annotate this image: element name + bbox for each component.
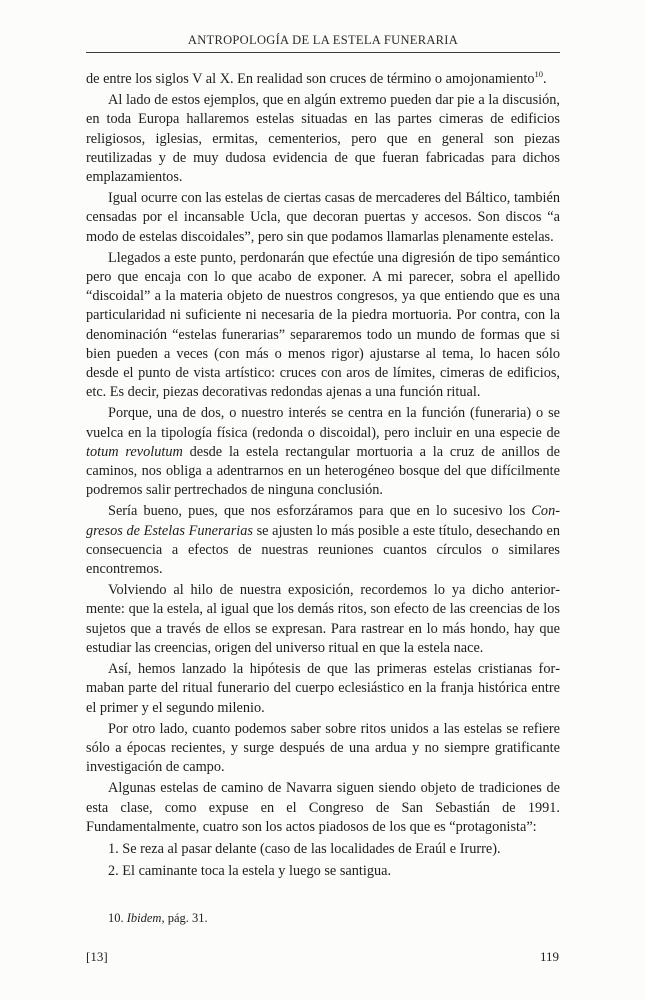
running-title: ANTROPOLOGÍA DE LA ESTELA FUNERARIA: [187, 33, 459, 47]
footnote-page: pág. 31.: [167, 911, 208, 925]
paragraph-5: [86, 404, 560, 500]
paragraph-5-text-a: Porque, una de dos, o nuestro interés se centra en la función (funeraria) o se vuelca en la tipología física (redonda o discoidal), pero incluir en una especie de: [86, 405, 560, 441]
paragraph-6-text-b: se ajusten lo más posible a este título, desechando en consecuencia a efectos de nuestras reuniones cuantos círculos o similares encontremos.: [86, 522, 560, 578]
paragraph-7: Volviendo al hilo de nuestra exposición, recordemos lo ya dicho anteriormente: que la estela, al igual que los demás ritos, son efecto de las creencias de los sujetos que a través de ellos se expresan. Para rastrear en lo más hondo, hay que estudiar las creencias, origen del universo ritual en que la estela nace.: [86, 582, 560, 656]
paragraph-10: Algunas estelas de camino de Navarra siguen siendo objeto de tradiciones de esta clase, como expuse en el Congreso de San Sebastián de 1991. Fundamentalmente, cuatro son los actos piadosos de los que es “protagonista”:: [86, 780, 560, 835]
paragraph-6-italic: Congresos de Estelas Funerarias: [86, 503, 560, 539]
page-number: 119: [539, 949, 559, 964]
footnote-ref-10: 10: [534, 69, 544, 80]
list-item-1: 1. Se reza al pasar delante (caso de las localidades de Eraúl e Irurre).: [108, 840, 501, 857]
footnote-source: Ibidem,: [126, 911, 165, 925]
paragraph-2: Al lado de estos ejemplos, que en algún extremo pueden dar pie a la discusión, en toda Europa hallaremos estelas situadas en las partes cimeras de edificios religiosos, iglesias, ermitas, cementerios, pero que en general son piezas reutilizadas y de muy dudosa evidencia de que fueran fabricadas para dichos emplazamientos.: [86, 92, 560, 186]
paragraph-8: Así, hemos lanzado la hipótesis de que las primeras estelas cristianas formaban parte del ritual funerario del cuerpo eclesiástico en la franja histórica entre el primer y el segundo milenio.: [86, 661, 560, 716]
paragraph-3: Igual ocurre con las estelas de ciertas casas de mercaderes del Báltico, también censadas por el incansable Ucla, que decoran puertas y accesos. Son discos “a modo de estelas discoidales”, pero sin que podamos llamarlas plenamente estelas.: [86, 190, 560, 245]
paragraph-4: Llegados a este punto, perdonarán que efectúe una digresión de tipo semántico pero que encaja con lo que acabo de exponer. A mi parecer, sobra el apellido “discoidal” a la materia objeto de nuestros congresos, ya que entiendo que es una particularidad ni suficiente ni necesaria de la piedra mortuoria. Por contra, con la denominación “estelas funerarias” separaremos todo un mundo de formas que si bien pueden a veces (con más o menos rigor) ajustarse al tema, lo hacen sólo desde el punto de vista artístico: cruces con aros de límites, cimeras de edificios, etc. Es decir, piezas decorativas redondas ajenas a una función ritual.: [86, 249, 560, 401]
paragraph-6: [86, 502, 560, 579]
body-text: [86, 70, 560, 881]
paragraph-5-italic: totum revolutum: [86, 443, 183, 460]
paragraph-1-end: .: [543, 71, 547, 87]
paragraph-5-text-b: desde la estela rectangular mortuoria a la cruz de anillos de caminos, nos obliga a adentrarnos en un heterogéneo bosque del que difícilmente podremos salir pertrechados de ninguna conclusión.: [86, 443, 560, 499]
paragraph-1: [86, 70, 560, 89]
folio-left: [13]: [86, 949, 108, 964]
paragraph-1-text: de entre los siglos V al X. En realidad son cruces de término o amojonamiento: [86, 71, 535, 87]
list-item-2: 2. El caminante toca la estela y luego se santigua.: [108, 863, 392, 880]
header-rule: [86, 52, 560, 53]
footnote-number: 10.: [108, 911, 124, 925]
footnote-10: [108, 911, 558, 926]
paragraph-6-text-a: Sería bueno, pues, que nos esforzáramos para que en lo sucesivo los: [108, 503, 532, 520]
paragraph-9: Por otro lado, cuanto podemos saber sobre ritos unidos a las estelas se refiere sólo a épocas recientes, y surge después de una ardua y no siempre gratificante investigación de campo.: [86, 720, 560, 776]
